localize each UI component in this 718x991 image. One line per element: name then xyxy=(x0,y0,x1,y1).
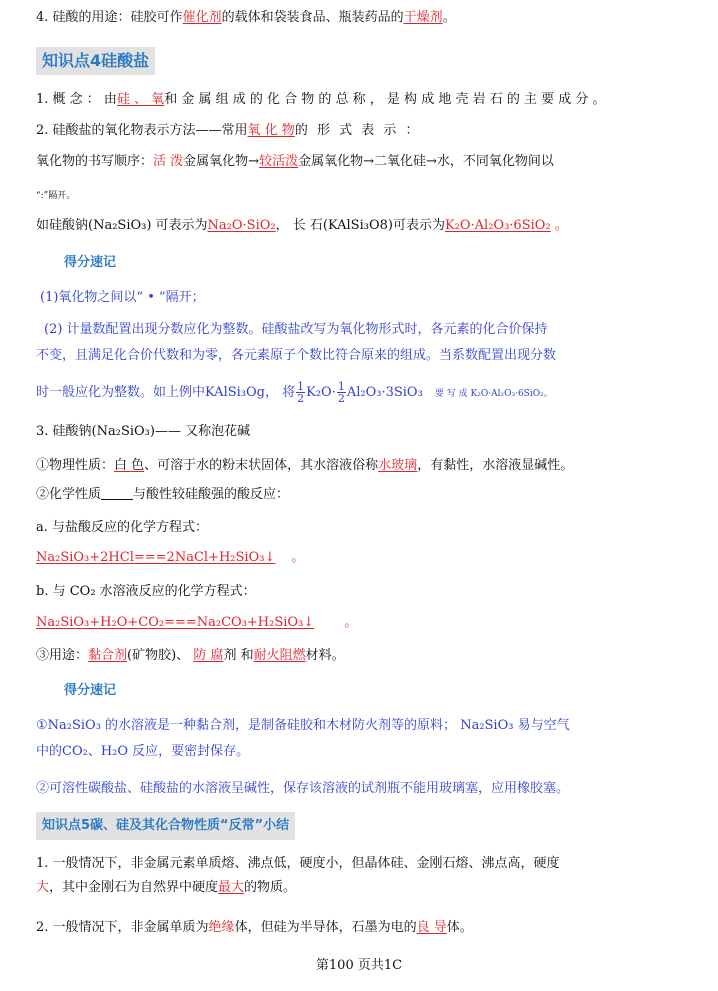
reaction-a-equation: Na₂SiO₃+2HCl===2NaCl+H₂SiO₃↓ 。 xyxy=(36,550,305,565)
chemical-property-line: ②化学性质 与酸性较硅酸强的酸反应： xyxy=(36,487,290,502)
answer-catalyst: 催化剂 xyxy=(182,10,222,25)
answer-fireproof: 耐火阻燃 xyxy=(253,648,306,663)
answer-na2o-sio2: Na₂O·SiO₂ xyxy=(207,218,276,233)
section-heading-kp4: 知识点4硅酸盐 xyxy=(36,47,155,75)
separator-note: “:”隔开。 xyxy=(36,191,76,201)
answer-less-active: 较活泼 xyxy=(259,154,299,169)
concept-line: 1. 概 念 ： 由硅 、 氧和 金 属 组 成 的 化 合 物 的 总 称 ， 是 构 成 地 壳 岩 石 的 主 要 成 分 。 xyxy=(36,92,606,107)
memo-heading-1: 得分速记 xyxy=(64,255,117,270)
example-line: 如硅酸钠(Na₂SiO₃) 可表示为Na₂O·SiO₂， 长 石(KAlSi₃O8)可表示为K₂O·Al₂O₃·6SiO₂ 。 xyxy=(36,218,568,233)
answer-desiccant: 干燥剂 xyxy=(403,10,443,25)
reaction-b-label: b. 与 CO₂ 水溶液反应的化学方程式： xyxy=(36,584,256,599)
section-heading-kp5: 知识点5碳、硅及其化合物性质“反常”小结 xyxy=(36,812,295,840)
answer-anticorrosion: 防 腐 xyxy=(193,648,224,663)
answer-active: 活 泼 xyxy=(153,154,184,169)
answer-feldspar-oxide: K₂O·Al₂O₃·6SiO₂ xyxy=(444,218,551,233)
physical-property-line: ①物理性质：白 色、可溶于水的粉末状固体，其水溶液俗称水玻璃，有黏性，水溶液显碱性。 xyxy=(36,458,574,473)
memo1-point2-line2: 不变，且满足化合价代数和为零，各元素原子个数比符合原来的组成。当系数配置出现分数 xyxy=(36,348,557,363)
memo1-point2-line3: 时一般应化为整数。如上例中KAlSi₃Og， 将 $\frac{1}{2}$ K₂O· $\frac{1}{2}$ Al₂O₃·3SiO₃ 要 写 成 K₂O·Al₂O₃·6SiO₂。 xyxy=(36,380,553,405)
reaction-a-label: a. 与盐酸反应的化学方程式： xyxy=(36,520,209,535)
memo2-point1-line1: ①Na₂SiO₃ 的水溶液是一种黏合剂，是制备硅胶和木材防火剂等的原料； Na₂SiO₃ 易与空气 xyxy=(36,718,570,733)
fraction-half-a: $\frac{1}{2}$ xyxy=(297,380,305,405)
reaction-b-equation: Na₂SiO₃+H₂O+CO₂===Na₂CO₃+H₂SiO₃↓ 。 xyxy=(36,615,358,630)
answer-si-o: 硅 、 氧 xyxy=(116,92,165,107)
blank-line xyxy=(101,487,133,500)
sodium-silicate-title: 3. 硅酸钠(Na₂SiO₃)—— 又称泡花碱 xyxy=(36,424,251,439)
memo1-point1: (1)氧化物之间以“ • ”隔开； xyxy=(40,290,205,305)
answer-hardest: 最大 xyxy=(218,880,245,895)
answer-good-conductor: 良 导 xyxy=(416,920,447,935)
uses-line: ③用途：黏合剂(矿物胶)、 防 腐剂 和耐火阻燃材料。 xyxy=(36,648,345,663)
page-footer: 第100 页共1C xyxy=(315,958,403,973)
answer-adhesive: 黏合剂 xyxy=(88,648,128,663)
memo1-point2-line1: (2) 计量数配置出现分数应化为整数。硅酸盐改写为氧化物形式时，各元素的化合价保持 xyxy=(44,322,548,337)
answer-large: 大 xyxy=(36,880,50,895)
summary-1-line1: 1. 一般情况下，非金属元素单质熔、沸点低，硬度小，但晶体硅、金刚石熔、沸点高，硬度 xyxy=(36,856,560,871)
answer-white: 白 色 xyxy=(114,458,145,473)
oxide-order-line: 氧化物的书写顺序：活 泼金属氧化物→较活泼金属氧化物→二氧化硅→水，不同氧化物间以 xyxy=(36,154,554,169)
answer-oxide: 氧 化 物 xyxy=(247,123,295,138)
memo2-point2: ②可溶性碳酸盐、硅酸盐的水溶液呈碱性，保存该溶液的试剂瓶不能用玻璃塞，应用橡胶塞。 xyxy=(36,781,570,796)
summary-2-line: 2. 一般情况下，非金属单质为绝缘体，但硅为半导体，石墨为电的良 导体。 xyxy=(36,920,473,935)
fraction-half-b: $\frac{1}{2}$ xyxy=(337,380,345,405)
memo2-point1-line2: 中的CO₂、H₂O 反应，要密封保存。 xyxy=(36,744,250,759)
summary-1-line2: 大，其中金刚石为自然界中硬度最大的物质。 xyxy=(36,880,297,895)
answer-insulator: 绝缘 xyxy=(208,920,235,935)
memo-heading-2: 得分速记 xyxy=(64,683,117,698)
silicic-acid-use: 4. 硅酸的用途：硅胶可作催化剂的载体和袋装食品、瓶装药品的干燥剂。 xyxy=(36,10,456,25)
answer-water-glass: 水玻璃 xyxy=(378,458,418,473)
oxide-method-line: 2. 硅酸盐的氧化物表示方法——常用氧 化 物的 形 式 表 示 ： xyxy=(36,123,421,138)
